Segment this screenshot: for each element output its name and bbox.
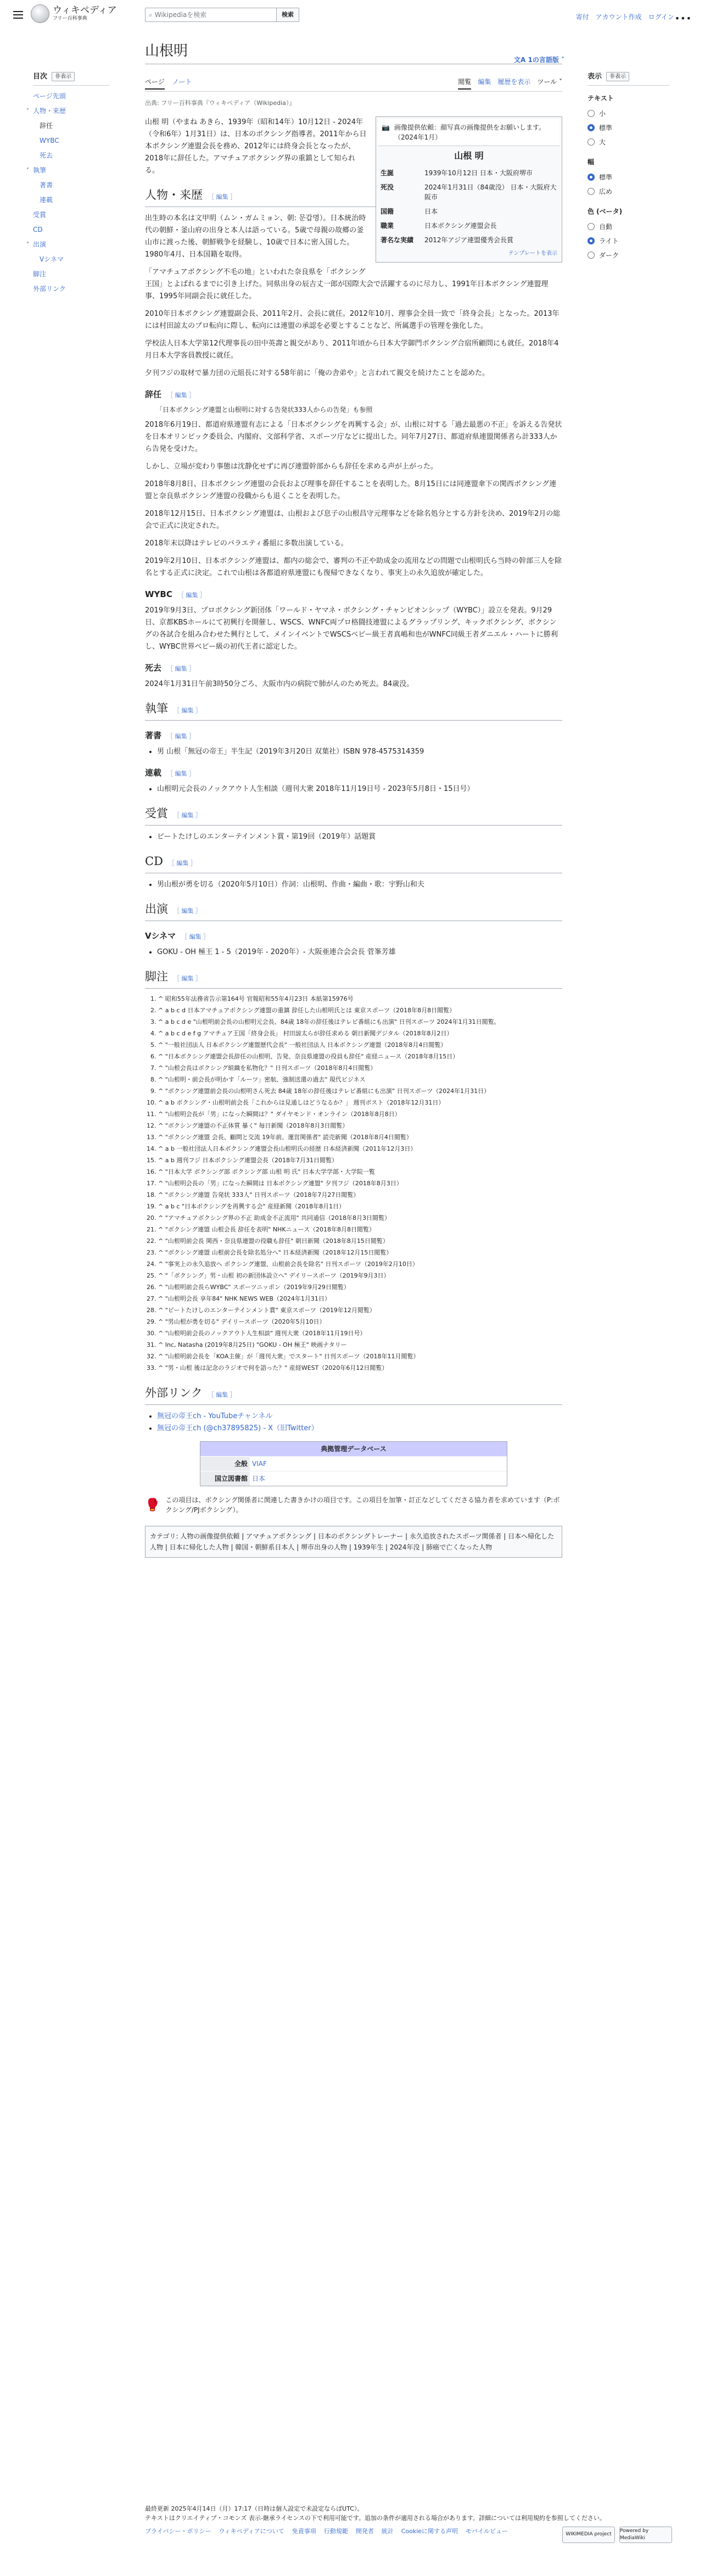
- external-links-heading: 外部リンク ［ 編集 ］: [145, 1385, 562, 1405]
- reference-item: 6. ^ "日本ボクシング連盟会長辞任の山根明、告発、奈良県連盟の役員も辞任" 産経ニュース（2018年8月15日）: [158, 1052, 562, 1061]
- toc-item[interactable]: [33, 282, 110, 297]
- infobox-name: 山根 明: [454, 150, 484, 161]
- toc-link[interactable]: 外部リンク: [33, 285, 66, 293]
- wikimedia-badge[interactable]: WIKIMEDIA project: [562, 2527, 615, 2543]
- login-link[interactable]: ログイン: [648, 13, 674, 21]
- toc-link[interactable]: 著書: [40, 181, 53, 189]
- section-heading: 連載 ［ 編集 ］: [145, 768, 195, 778]
- list-item: [157, 1423, 562, 1435]
- toc-link[interactable]: 辞任: [40, 121, 53, 130]
- bullet-list: [157, 746, 562, 758]
- appearance-panel: [588, 71, 670, 263]
- appearance-option[interactable]: [588, 107, 670, 121]
- radio-button[interactable]: [588, 237, 595, 244]
- toc-item[interactable]: [33, 133, 110, 148]
- appearance-group-title: テキスト: [588, 94, 614, 102]
- language-icon: 文A: [514, 56, 528, 64]
- paragraph: 2010年日本ボクシング連盟副会長、2011年2月、会長に就任。2012年10月、理事会全員一致で「終身会長」となった。2013年には村田諒太のプロ転向に際し、転向には連盟の承認を必要とすることなど、所属選手の管理を強化した。: [145, 310, 559, 330]
- article-content: [145, 116, 562, 1558]
- reference-item: 20. ^ "アマチュアボクシング界の不正 助成金不正流用" 共同通信（2018年8月3日閲覧）: [158, 1213, 562, 1223]
- footer-link[interactable]: Cookieに関する声明: [401, 2528, 458, 2535]
- list-item: • 男山根が勇を切る（2020年5月10日）作詞：山根明、作曲・編曲・歌：宇野山和夫: [157, 879, 562, 891]
- reference-item: 3. ^ a b c d e "山根明前会長の山根明元会長、84歳 18年の辞任後はテレビ番組にも出演" 日刊スポーツ 2024年1月31日閲覧。: [158, 1017, 562, 1027]
- mediawiki-badge[interactable]: Powered by MediaWiki: [619, 2527, 672, 2543]
- paragraph: 学校法人日本大学第12代理事長の田中英壽と親交があり、2011年頃から日本大学御門ボクシング合宿所顧問にも就任。2018年4月日本大学客員教授に就任。: [145, 339, 559, 360]
- globe-logo-icon: [31, 4, 49, 23]
- reference-item: 30. ^ "山根明前会長のノックアウト人生相談" 週刊大衆（2018年11月19日号）: [158, 1329, 562, 1338]
- reference-item: 13. ^ "ボクシング連盟 会長、顧問と交流 19年前、運営関係者" 読売新聞（2018年8月4日閲覧）: [158, 1133, 562, 1142]
- reference-item: 27. ^ "山根明会長 享年84" NHK NEWS WEB（2024年1月31日）: [158, 1294, 562, 1303]
- search-icon: ⌕: [149, 11, 153, 19]
- radio-button[interactable]: [588, 124, 595, 131]
- reference-item: 25. ^ "「ボクシング」男・山根 初の新団体設立へ" デイリースポーツ（2019年9月3日）: [158, 1271, 562, 1280]
- lead-paragraph: 山根 明（やまね あきら、1939年（昭和14年）10月12日 - 2024年（令和6年）1月31日）は、日本のボクシング指導者。2011年から日本ボクシング連盟会長を務め、2012年には終身会長となったが、2018年に辞任した。アマチュアボクシング界の重鎮として知られる。: [145, 118, 367, 175]
- reference-item: 19. ^ a b c "日本ボクシングを再興する会" 産経新聞（2018年8月1日）: [158, 1202, 562, 1211]
- section-heading: 受賞 ［ 編集 ］: [145, 805, 562, 826]
- infobox-value: 2012年アジア連盟優秀会長賞: [424, 236, 514, 244]
- hatnote: 「日本ボクシング連盟と山根明に対する告発状333人からの告発」も参照: [156, 406, 373, 414]
- reference-item: 4. ^ a b c d e f g アマチュア王国「終身会長」 村田諒太らが辞任求める 朝日新聞デジタル（2018年8月2日）: [158, 1029, 562, 1038]
- last-modified: 最終更新 2025年4月14日（月）17:17（日時は個人設定で未設定ならばUTC）。: [145, 2505, 363, 2512]
- appearance-hide-button[interactable]: 非表示: [606, 72, 629, 81]
- authority-control: 典拠管理データベース 全般 VIAF 国立図書館 日本: [200, 1441, 507, 1486]
- infobox-row: [378, 219, 559, 233]
- appearance-option-label: 小: [599, 109, 606, 118]
- section-heading: 出演 ［ 編集 ］: [145, 901, 562, 921]
- edit-link[interactable]: ［ 編集 ］: [208, 193, 236, 200]
- section-heading: Vシネマ ［ 編集 ］: [145, 931, 210, 941]
- toc-link[interactable]: 受賞: [33, 210, 47, 219]
- toc-link[interactable]: 執筆: [33, 166, 47, 174]
- bullet-list: [157, 831, 562, 843]
- footer-link[interactable]: 開発者: [355, 2528, 374, 2535]
- edit-link[interactable]: ［ 編集 ］: [174, 812, 202, 819]
- footer-link[interactable]: 行動規範: [323, 2528, 348, 2535]
- references-list: [158, 994, 562, 1375]
- list-item: • 男 山根「無冠の帝王」半生記（2019年3月20日 双葉社）ISBN 978-4575314359: [157, 746, 562, 758]
- section-heading: 執筆 ［ 編集 ］: [145, 700, 562, 721]
- list-item: • ビートたけしのエンターテインメント賞・第19回（2019年）話題賞: [157, 831, 562, 843]
- reference-item: 16. ^ "日本大学 ボクシング部 ボクシング部 山根 明 氏" 日本大学学部・大学院一覧: [158, 1167, 562, 1177]
- toc-link[interactable]: 出演: [33, 240, 47, 248]
- site-header: [0, 0, 705, 31]
- tab-edit[interactable]: 編集: [478, 78, 491, 86]
- paragraph: 2018年8月8日、日本ボクシング連盟の会長および理事を辞任することを表明した。8月15日には同連盟傘下の関西ボクシング連盟と奈良県ボクシング連盟の役職からも退くことを表明した。: [145, 480, 557, 500]
- toc-item[interactable]: [33, 222, 110, 237]
- paragraph: 出生時の本名は文甲明（ムン・ガムミョン、朝: 문갑명）。日本統治時代の朝鮮・釜山府の出身と本人は語っている。5歳で母親の故郷の釜山市に渡った後、朝鮮戦争を経験し、10歳で日本に密入国した。1980年4月、日本国籍を取得。: [145, 214, 366, 259]
- appearance-option[interactable]: [588, 121, 670, 135]
- paragraph: 2024年1月31日午前3時50分ごろ、大阪市内の病院で肺がんのため死去。84歳没。: [145, 680, 414, 688]
- toc-item[interactable]: [33, 178, 110, 193]
- toc-link[interactable]: 人物・来歴: [33, 107, 66, 115]
- toc-item[interactable]: [26, 237, 110, 252]
- radio-button[interactable]: [588, 174, 595, 181]
- radio-button[interactable]: [588, 223, 595, 230]
- edit-link[interactable]: ［ 編集 ］: [208, 1391, 236, 1398]
- appearance-option-label: 広め: [599, 187, 613, 196]
- infobox-row: [378, 233, 559, 247]
- reference-item: 31. ^ Inc, Natasha (2019年8月25日) "GOKU - OH 極王" 映画ナタリー: [158, 1340, 562, 1350]
- paragraph: 2019年9月3日、プロボクシング新団体「ワールド・ヤマネ・ボクシング・チャンピオンシップ（WYBC）」設立を発表。9月29日、京都KBSホールにて初興行を開催し、WSCS、WNFC両プロ格闘技連盟によるグラップリング、キックボクシング、ボクシングの各試合を組み合わせた興行として、メインイベントでWSCSベビー級王者真嶋和也がWNFC同級王者ダニエル・ハートに勝利し、WYBC世界ベビー級の初代王者に認定した。: [145, 606, 558, 651]
- section-heading: WYBC ［ 編集 ］: [145, 589, 206, 599]
- appearance-option[interactable]: [588, 185, 670, 199]
- radio-button[interactable]: [588, 188, 595, 195]
- footer-link[interactable]: モバイルビュー: [466, 2528, 508, 2535]
- footer-link[interactable]: ウィキペディアについて: [219, 2528, 284, 2535]
- appearance-option[interactable]: [588, 170, 670, 185]
- paragraph: 「アマチュアボクシング不毛の地」といわれた奈良県を「ボクシング王国」とよばれるまでに引き上げた。同県出身の辰吉丈一郎が国際大会で活躍するのに尽力し、1991年日本ボクシング連盟理事、1995年同副会長に就任した。: [145, 268, 549, 300]
- reference-item: 1. ^ 昭和55年法務省告示第164号 官報昭和55年4月23日 本紙第15976号: [158, 994, 562, 1003]
- infobox-value: 日本ボクシング連盟会長: [424, 222, 497, 230]
- tab-page[interactable]: ページ: [145, 77, 165, 90]
- infobox: [376, 116, 562, 263]
- infobox-value: 2024年1月31日（84歳没） 日本・大阪府大阪市: [424, 183, 557, 201]
- edit-link[interactable]: ［ 編集 ］: [174, 707, 202, 714]
- reference-item: 9. ^ "ボクシング連盟前会長の山根明さん死去 84歳 18年の辞任後はテレビ番組にも出演" 日刊スポーツ（2024年1月31日）: [158, 1086, 562, 1096]
- footer-link[interactable]: プライバシー・ポリシー: [145, 2528, 211, 2535]
- youtube-link[interactable]: 無冠の帝王ch - YouTubeチャンネル: [157, 1412, 273, 1420]
- edit-link[interactable]: ［ 編集 ］: [167, 770, 195, 777]
- user-menu-icon[interactable]: •••: [674, 13, 692, 24]
- toc-item[interactable]: [33, 89, 110, 104]
- toc-item[interactable]: [26, 163, 110, 178]
- infobox-label: 職業: [381, 222, 394, 230]
- chevron-down-icon[interactable]: ˅: [26, 108, 29, 114]
- infobox-label: 死没: [381, 183, 394, 191]
- stub-notice: 🥊 この項目は、ボクシング関係者に関連した書きかけの項目です。この項目を加筆・訂正などしてくださる協力者を求めています（P:ボクシング/PJボクシング）。: [145, 1496, 560, 1514]
- search-button[interactable]: 検索: [277, 8, 299, 22]
- viaf-link[interactable]: VIAF: [252, 1460, 267, 1468]
- donate-link[interactable]: 寄付: [575, 13, 589, 21]
- reference-item: 5. ^ "一般社団法人 日本ボクシング連盟歴代会長" 一般社団法人 日本ボクシング連盟（2018年8月4日閲覧）: [158, 1040, 562, 1050]
- source-note: 出典: フリー百科事典『ウィキペディア（Wikipedia）』: [145, 99, 295, 107]
- reference-item: 8. ^ "山根明・前会長が明かす「ルーツ」密航、強制送還の過去" 現代ビジネス: [158, 1075, 562, 1084]
- infobox-table: [378, 166, 559, 247]
- toc-item[interactable]: [33, 193, 110, 208]
- edit-link[interactable]: ［ 編集 ］: [174, 975, 202, 982]
- radio-button[interactable]: [588, 138, 595, 146]
- radio-button[interactable]: [588, 252, 595, 259]
- infobox-label: 著名な実績: [381, 236, 414, 244]
- infobox-row: [378, 166, 559, 180]
- bullet-list: [157, 946, 562, 958]
- infobox-label: 国籍: [381, 208, 394, 215]
- infobox-label: 生誕: [381, 169, 394, 177]
- appearance-option[interactable]: [588, 234, 670, 248]
- reference-item: 26. ^ "山根明前会長らWYBC" スポーツニッポン（2019年9月29日閲覧）: [158, 1283, 562, 1292]
- reference-item: 23. ^ "ボクシング連盟 山根前会長を除名処分へ" 日本経済新聞（2018年12月15日閲覧）: [158, 1248, 562, 1257]
- paragraph: 2019年2月10日、日本ボクシング連盟は、都内の総会で、審判の不正や助成金の流用などの問題で山根明氏ら当時の幹部三人を除名とする正式に決定。これで山根は各都道府県連盟にも復帰できなくなり、事実上の永久追放が確定した。: [145, 557, 562, 577]
- reference-item: 32. ^ "山根明前会長を「KOA主催」が「週刊大衆」でスタート" 日刊スポーツ（2018年11月閲覧）: [158, 1352, 562, 1361]
- section-heading: 著書 ［ 編集 ］: [145, 731, 195, 740]
- reference-item: 12. ^ "ボクシング連盟の不正体質 暴く" 毎日新聞（2018年8月3日閲覧）: [158, 1121, 562, 1130]
- reference-item: 7. ^ "山根会長はボクシング組織を私物化？" 日刊スポーツ（2018年8月4日閲覧）: [158, 1063, 562, 1073]
- appearance-option-label: 自動: [599, 222, 613, 231]
- tabs-divider: [145, 91, 562, 92]
- toc-link[interactable]: 死去: [40, 151, 53, 159]
- section-heading: 辞任 ［ 編集 ］: [145, 389, 195, 399]
- toc-item[interactable]: [33, 267, 110, 282]
- section-heading: 死去 ［ 編集 ］: [145, 663, 195, 673]
- toc-title: 目次: [33, 73, 48, 81]
- toc-link[interactable]: ページ先頭: [33, 92, 66, 100]
- tools-menu[interactable]: ツール ˅: [537, 78, 562, 86]
- toc-link[interactable]: 脚注: [33, 270, 47, 278]
- twitter-link[interactable]: 無冠の帝王ch (@ch37895825) - X（旧Twitter）: [157, 1424, 318, 1432]
- edit-link[interactable]: ［ 編集 ］: [167, 665, 195, 672]
- toc-item[interactable]: [33, 208, 110, 222]
- toc-item[interactable]: [26, 104, 110, 119]
- appearance-group-title: 色 (ベータ): [588, 207, 623, 215]
- ndl-link[interactable]: 日本: [252, 1475, 266, 1482]
- reference-item: 15. ^ a b 週刊フジ 日本ボクシング連盟会長（2018年7月31日閲覧）: [158, 1156, 562, 1165]
- reference-item: 2. ^ a b c d 日本アマチュアボクシング連盟の重鎮 辞任した山根明氏とは 東京スポーツ（2018年8月8日閲覧）: [158, 1006, 562, 1015]
- tab-read[interactable]: 閲覧: [458, 77, 471, 90]
- tab-history[interactable]: 履歴を表示: [497, 78, 531, 86]
- list-item: • 山根明元会長のノックアウト人生相談（週刊大衆 2018年11月19日号 - 2023年5月8日・15日号）: [157, 783, 562, 795]
- toc-list: [26, 89, 110, 297]
- reference-item: 24. ^ "事実上の永久追放へ ボクシング連盟、山根前会長を除名" 日刊スポーツ（2019年2月10日）: [158, 1259, 562, 1269]
- site-logo[interactable]: [31, 4, 117, 23]
- reference-item: 17. ^ "山根明会長の「男」になった瞬間は 日本ボクシング連盟" 夕刊フジ（2018年8月3日）: [158, 1179, 562, 1188]
- infobox-row: [378, 180, 559, 204]
- page-title: 山根明: [145, 43, 188, 59]
- reference-item: 22. ^ "山根明前会長 関西・奈良県連盟の役職も辞任" 朝日新聞（2018年8月15日閲覧）: [158, 1236, 562, 1246]
- footer-link[interactable]: 免責事項: [292, 2528, 316, 2535]
- chevron-down-icon[interactable]: ˅: [26, 241, 29, 248]
- reference-item: 33. ^ "男・山根 後は記念のラジオで何を語った？" 産経WEST（2020年6月12日閲覧）: [158, 1363, 562, 1373]
- toc-link[interactable]: 連載: [40, 196, 53, 204]
- reference-item: 11. ^ "山根明会長が「男」になった瞬間は？" ダイヤモンド・オンライン（2018年8月8日）: [158, 1109, 562, 1119]
- language-button[interactable]: 文A 1の言語版 ˅: [514, 56, 565, 64]
- list-item: • GOKU - OH 極王 1 - 5（2019年 - 2020年）- 大阪亜連合会会長 菅峯芳雄: [157, 946, 562, 958]
- section-heading: 人物・来歴 ［ 編集 ］: [145, 187, 562, 207]
- appearance-option[interactable]: [588, 135, 670, 149]
- edit-link[interactable]: ［ 編集 ］: [181, 933, 210, 940]
- boxing-glove-icon: 🥊: [145, 1498, 160, 1512]
- appearance-group-title: 幅: [588, 158, 595, 166]
- notes-heading: 脚注 ［ 編集 ］: [145, 968, 562, 989]
- paragraph: しかし、立場が変わり事態は沈静化せずに再び連盟幹部からも辞任を求める声が上がった。: [145, 462, 438, 471]
- chevron-down-icon[interactable]: ˅: [26, 167, 29, 174]
- infobox-row: [378, 204, 559, 219]
- camera-icon: 📷: [382, 124, 390, 131]
- reference-item: 18. ^ "ボクシング連盟 告発状 333人" 日刊スポーツ（2018年7月27日閲覧）: [158, 1190, 562, 1200]
- toc-hide-button[interactable]: 非表示: [52, 72, 75, 81]
- toc-link[interactable]: Vシネマ: [40, 255, 64, 263]
- search-form: [145, 8, 299, 22]
- radio-button[interactable]: [588, 110, 595, 117]
- appearance-title: 表示: [588, 73, 602, 81]
- reference-item: 14. ^ a b 一般社団法人日本ボクシング連盟会長山根明氏の経歴 日本経済新聞（2011年12月3日）: [158, 1144, 562, 1153]
- footer-link[interactable]: 統計: [381, 2528, 394, 2535]
- edit-link[interactable]: ［ 編集 ］: [168, 860, 197, 867]
- category-links: カテゴリ: 人物の画像提供依頼 | アマチュアボクシング | 日本のボクシングトレーナー | 永久追放されたスポーツ関係者 | 日本へ帰化した人物 | 日本に帰化した人物 | 韓国・朝鮮系日本人 | 堺市出身の人物 | 1939年生 | 2024年没 | 肺癌で亡くなった人物: [145, 1526, 562, 1558]
- edit-link[interactable]: ［ 編集 ］: [167, 392, 195, 399]
- image-request-notice: 📷 画像提供依頼：顔写真の画像提供をお願いします。（2024年1月）: [378, 119, 559, 146]
- main-menu-icon[interactable]: [13, 11, 23, 19]
- toc-link[interactable]: CD: [33, 225, 43, 233]
- toc-link[interactable]: WYBC: [40, 136, 59, 144]
- site-tagline: フリー百科事典: [53, 16, 87, 21]
- toc-item[interactable]: [33, 148, 110, 163]
- search-input[interactable]: ⌕ Wikipediaを検索: [145, 8, 277, 22]
- section-heading: CD ［ 編集 ］: [145, 853, 562, 873]
- license-text: テキストはクリエイティブ・コモンズ 表示-継承ライセンスの下で利用可能です。追加の条件が適用される場合があります。詳細については利用規約を参照してください。: [145, 2514, 606, 2522]
- reference-item: 21. ^ "ボクシング連盟 山根会長 辞任を表明" NHKニュース（2018年8月8日閲覧）: [158, 1225, 562, 1234]
- appearance-option-label: 標準: [599, 124, 613, 132]
- infobox-value: 日本: [424, 208, 438, 215]
- appearance-option[interactable]: [588, 248, 670, 263]
- authority-title: 典拠管理データベース: [200, 1442, 507, 1456]
- create-account-link[interactable]: アカウント作成: [595, 13, 642, 21]
- edit-link[interactable]: ［ 編集 ］: [167, 733, 195, 740]
- infobox-value: 1939年10月12日 日本・大阪府堺市: [424, 169, 533, 177]
- appearance-option-label: ライト: [599, 237, 619, 245]
- paragraph: 2018年6月19日、都道府県連盟有志による「日本ボクシングを再興する会」が、山根に対する「過去最悪の不正」を訴える告発状を日本オリンピック委員会、内閣府、文部科学省、スポーツ庁などに提出した。同年7月27日、都道府県連盟関係者ら計333人から告発を受けた。: [145, 421, 562, 453]
- paragraph: 2018年末以降はテレビのバラエティ番組に多数出演している。: [145, 539, 348, 548]
- appearance-option[interactable]: [588, 220, 670, 234]
- bullet-list: [157, 879, 562, 891]
- user-links: [576, 12, 674, 22]
- toc-item[interactable]: [33, 252, 110, 267]
- reference-item: 10. ^ a b ボクシング・山根明前会長「これからは見通しはどうなるか？」 週刊ポスト（2018年12月31日）: [158, 1098, 562, 1107]
- appearance-option-label: 標準: [599, 173, 613, 181]
- table-of-contents: [26, 71, 110, 297]
- appearance-option-label: ダーク: [599, 251, 619, 259]
- template-link[interactable]: テンプレートを表示: [508, 250, 557, 257]
- appearance-option-label: 大: [599, 138, 606, 146]
- page-tabs: [145, 77, 562, 91]
- reference-item: 29. ^ "男山根が勇を切る" デイリースポーツ（2020年5月10日）: [158, 1317, 562, 1326]
- site-name: ウィキペディア: [53, 5, 117, 16]
- edit-link[interactable]: ［ 編集 ］: [174, 907, 202, 915]
- bullet-list: [157, 783, 562, 795]
- paragraph: 夕刊フジの取材で暴力団の元組長に対する58年前に「俺の舎弟や」と言われて親交を続けたことを認めた。: [145, 369, 490, 377]
- toc-item[interactable]: [33, 119, 110, 133]
- tab-talk[interactable]: ノート: [172, 78, 192, 86]
- reference-item: 28. ^ "ビートたけしのエンターテインメント賞" 東京スポーツ（2019年12月閲覧）: [158, 1306, 562, 1315]
- chevron-down-icon: ˅: [558, 56, 565, 64]
- edit-link[interactable]: ［ 編集 ］: [177, 592, 206, 599]
- paragraph: 2018年12月15日、日本ボクシング連盟は、山根および息子の山根昌守元理事などを除名処分とする方針を決め、2019年2月の総会で正式に決定された。: [145, 510, 561, 530]
- list-item: [157, 1410, 562, 1423]
